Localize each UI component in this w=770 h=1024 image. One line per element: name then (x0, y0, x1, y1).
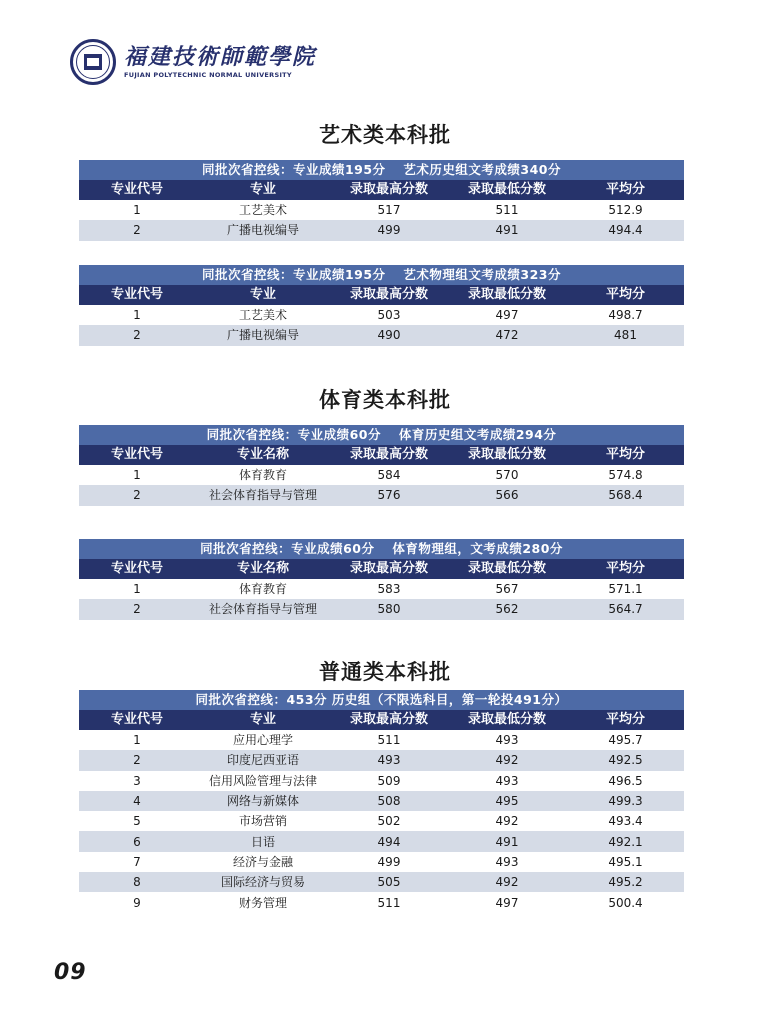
col-header-code: 专业代号 (110, 712, 163, 727)
col-header-code: 专业代号 (110, 447, 163, 462)
cell-max: 494 (377, 834, 401, 849)
cell-max: 503 (377, 308, 401, 323)
table-caption: 同批次省控线：专业成绩60分 体育物理组，文考成绩280分 (79, 539, 684, 559)
cell-max: 583 (377, 582, 401, 597)
page-number: 09 (54, 960, 87, 985)
cell-code: 4 (133, 794, 141, 809)
table-row (79, 791, 684, 811)
cell-avg: 512.9 (608, 203, 643, 218)
table-row (79, 485, 684, 505)
col-header-max: 录取最高分数 (349, 712, 428, 727)
cell-code: 2 (133, 753, 141, 768)
cell-major: 社会体育指导与管理 (208, 602, 317, 617)
score-table-sports-history (79, 425, 684, 506)
col-header-avg: 平均分 (605, 712, 645, 727)
cell-avg: 500.4 (608, 895, 643, 910)
cell-major: 广播电视编导 (226, 223, 299, 238)
university-seal-icon (70, 39, 116, 85)
cell-max: 505 (377, 875, 401, 890)
cell-avg: 496.5 (608, 773, 643, 788)
table-row (79, 730, 684, 750)
cell-min: 562 (495, 602, 519, 617)
cell-max: 499 (377, 854, 401, 869)
cell-code: 9 (133, 895, 141, 910)
cell-avg: 498.7 (608, 308, 643, 323)
col-header-min: 录取最低分数 (467, 182, 546, 197)
cell-avg: 499.3 (608, 794, 643, 809)
cell-major: 体育教育 (238, 582, 287, 597)
table-header-row (79, 445, 684, 465)
cell-major: 广播电视编导 (226, 328, 299, 343)
cell-min: 511 (495, 203, 519, 218)
cell-min: 493 (495, 733, 519, 748)
cell-code: 1 (133, 468, 141, 483)
cell-major: 经济与金融 (232, 854, 293, 869)
cell-avg: 564.7 (608, 602, 643, 617)
cell-major: 信用风险管理与法律 (208, 773, 317, 788)
col-header-max: 录取最高分数 (349, 447, 428, 462)
cell-avg: 571.1 (608, 582, 643, 597)
table-caption: 同批次省控线：专业成绩195分 艺术历史组文考成绩340分 (79, 160, 684, 180)
cell-major: 市场营销 (238, 814, 287, 829)
cell-min: 491 (495, 834, 519, 849)
cell-max: 584 (377, 468, 401, 483)
cell-major: 印度尼西亚语 (226, 753, 299, 768)
cell-major: 国际经济与贸易 (220, 875, 305, 890)
col-header-major: 专业名称 (236, 561, 289, 576)
table-row (79, 599, 684, 619)
cell-code: 6 (133, 834, 141, 849)
col-header-major: 专业名称 (236, 447, 289, 462)
score-table-general-history (79, 690, 684, 913)
cell-max: 580 (377, 602, 401, 617)
col-header-code: 专业代号 (110, 287, 163, 302)
col-header-max: 录取最高分数 (349, 287, 428, 302)
table-row (79, 852, 684, 872)
cell-major: 日语 (250, 834, 275, 849)
col-header-min: 录取最低分数 (467, 287, 546, 302)
cell-min: 492 (495, 875, 519, 890)
university-name-cn: 福建技術師範學院 (124, 44, 317, 70)
cell-avg: 568.4 (608, 488, 643, 503)
cell-major: 体育教育 (238, 468, 287, 483)
cell-code: 3 (133, 773, 141, 788)
cell-major: 应用心理学 (232, 733, 293, 748)
cell-major: 工艺美术 (238, 203, 287, 218)
table-row (79, 305, 684, 325)
score-table-sports-physics (79, 539, 684, 620)
cell-avg: 495.1 (608, 854, 643, 869)
cell-max: 576 (377, 488, 401, 503)
table-header-row (79, 710, 684, 730)
score-table-art-history (79, 160, 684, 241)
cell-code: 1 (133, 308, 141, 323)
cell-major: 财务管理 (238, 895, 287, 910)
cell-min: 472 (495, 328, 519, 343)
table-row (79, 831, 684, 851)
table-header-row (79, 285, 684, 305)
table-row (79, 771, 684, 791)
cell-min: 497 (495, 308, 519, 323)
cell-min: 567 (495, 582, 519, 597)
cell-min: 493 (495, 773, 519, 788)
table-row (79, 750, 684, 770)
table-caption: 同批次省控线：专业成绩60分 体育历史组文考成绩294分 (79, 425, 684, 445)
table-row (79, 465, 684, 485)
cell-code: 7 (133, 854, 141, 869)
university-logo (70, 38, 316, 86)
col-header-avg: 平均分 (605, 561, 645, 576)
col-header-avg: 平均分 (605, 182, 645, 197)
table-row (79, 579, 684, 599)
university-name (124, 45, 316, 79)
cell-min: 570 (495, 468, 519, 483)
cell-avg: 492.5 (608, 753, 643, 768)
col-header-avg: 平均分 (605, 447, 645, 462)
cell-avg: 492.1 (608, 834, 643, 849)
col-header-code: 专业代号 (110, 561, 163, 576)
cell-min: 491 (495, 223, 519, 238)
score-table-art-physics (79, 265, 684, 346)
cell-min: 493 (495, 854, 519, 869)
cell-max: 490 (377, 328, 401, 343)
cell-major: 网络与新媒体 (226, 794, 299, 809)
col-header-max: 录取最高分数 (349, 561, 428, 576)
cell-min: 566 (495, 488, 519, 503)
table-row (79, 200, 684, 220)
cell-code: 1 (133, 582, 141, 597)
cell-major: 工艺美术 (238, 308, 287, 323)
col-header-avg: 平均分 (605, 287, 645, 302)
cell-min: 497 (495, 895, 519, 910)
cell-avg: 493.4 (608, 814, 643, 829)
cell-avg: 495.7 (608, 733, 643, 748)
col-header-min: 录取最低分数 (467, 712, 546, 727)
cell-code: 5 (133, 814, 141, 829)
cell-max: 508 (377, 794, 401, 809)
col-header-code: 专业代号 (110, 182, 163, 197)
section-title-general: 普通类本科批 (319, 660, 451, 684)
table-header-row (79, 180, 684, 200)
col-header-major: 专业 (249, 287, 276, 302)
col-header-major: 专业 (249, 712, 276, 727)
cell-min: 492 (495, 814, 519, 829)
cell-code: 1 (133, 203, 141, 218)
cell-avg: 481 (614, 328, 637, 343)
cell-avg: 494.4 (608, 223, 643, 238)
cell-min: 492 (495, 753, 519, 768)
cell-avg: 574.8 (608, 468, 643, 483)
cell-max: 502 (377, 814, 401, 829)
cell-min: 495 (495, 794, 519, 809)
cell-avg: 495.2 (608, 875, 643, 890)
cell-code: 2 (133, 602, 141, 617)
section-title-sports: 体育类本科批 (319, 388, 451, 412)
cell-max: 499 (377, 223, 401, 238)
cell-max: 511 (377, 895, 401, 910)
section-title-art: 艺术类本科批 (319, 123, 451, 147)
table-header-row (79, 559, 684, 579)
cell-code: 2 (133, 328, 141, 343)
table-row (79, 325, 684, 345)
col-header-major: 专业 (249, 182, 276, 197)
cell-max: 511 (377, 733, 401, 748)
cell-code: 2 (133, 223, 141, 238)
cell-max: 509 (377, 773, 401, 788)
cell-code: 2 (133, 488, 141, 503)
col-header-max: 录取最高分数 (349, 182, 428, 197)
table-row (79, 220, 684, 240)
table-caption: 同批次省控线：专业成绩195分 艺术物理组文考成绩323分 (79, 265, 684, 285)
cell-code: 1 (133, 733, 141, 748)
col-header-min: 录取最低分数 (467, 447, 546, 462)
table-caption: 同批次省控线：453分 历史组（不限选科目，第一轮投491分） (79, 690, 684, 710)
cell-max: 517 (377, 203, 401, 218)
cell-major: 社会体育指导与管理 (208, 488, 317, 503)
table-row (79, 892, 684, 912)
table-row (79, 872, 684, 892)
col-header-min: 录取最低分数 (467, 561, 546, 576)
cell-code: 8 (133, 875, 141, 890)
table-row (79, 811, 684, 831)
university-name-en: FUJIAN POLYTECHNIC NORMAL UNIVERSITY (124, 71, 292, 79)
cell-max: 493 (377, 753, 401, 768)
